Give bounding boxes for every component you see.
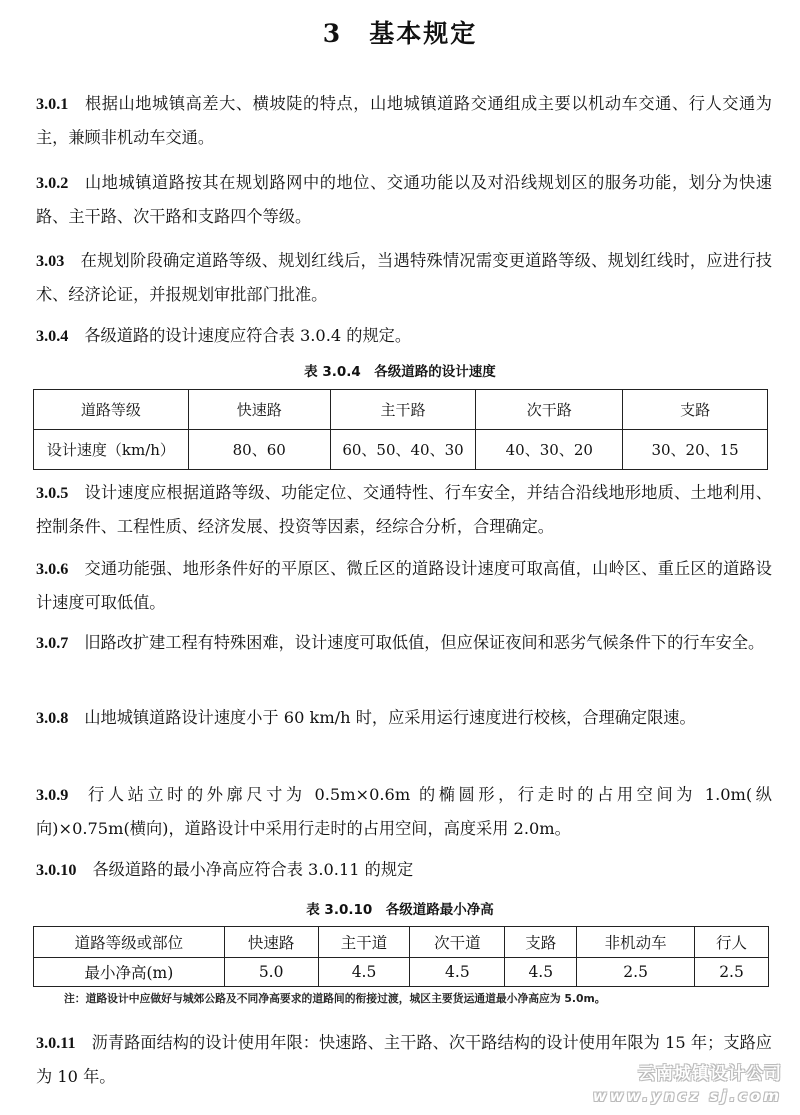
- clause-text: 沥青路面结构的设计使用年限：快速路、主干路、次干路结构的设计使用年限为 15 年；支路应为 10 年。: [36, 1033, 772, 1086]
- table-cell: 2.5: [577, 958, 695, 987]
- table-header-cell: 行人: [695, 927, 769, 958]
- clause-3-0-4: [36, 319, 772, 353]
- table-header-cell: 快速路: [188, 390, 330, 430]
- clause-3-0-7: [36, 626, 772, 660]
- clause-number: 3.0.2: [36, 174, 69, 192]
- clause-number: 3.0.4: [36, 327, 69, 345]
- table-cell: 2.5: [695, 958, 769, 987]
- clause-text: 山地城镇道路按其在规划路网中的地位、交通功能以及对沿线规划区的服务功能，划分为快速路、主干路、次干路和支路四个等级。: [36, 173, 772, 226]
- table-cell: 30、20、15: [623, 430, 768, 470]
- clause-text: 旧路改扩建工程有特殊困难，设计速度可取低值，但应保证夜间和恶劣气候条件下的行车安全。: [84, 633, 765, 652]
- clause-3-0-3: [36, 244, 772, 311]
- table-header-cell: 支路: [505, 927, 577, 958]
- clause-number: 3.03: [36, 252, 65, 270]
- site-watermark: [593, 1063, 782, 1107]
- table-header-cell: 快速路: [224, 927, 318, 958]
- clause-3-0-2: [36, 166, 772, 233]
- clause-number: 3.0.11: [36, 1034, 76, 1052]
- table-header-row: [34, 390, 768, 430]
- clause-number: 3.0.8: [36, 709, 69, 727]
- watermark-company: 云南城镇设计公司: [638, 1064, 782, 1084]
- clause-3-0-8: [36, 701, 772, 735]
- table-cell: 60、50、40、30: [330, 430, 476, 470]
- table-cell: 4.5: [318, 958, 410, 987]
- table-3-0-10-caption: 表 3.0.10 各级道路最小净高: [306, 902, 494, 918]
- table-cell: 4.5: [505, 958, 577, 987]
- clause-number: 3.0.10: [36, 861, 77, 879]
- clause-text: 根据山地城镇高差大、横坡陡的特点，山地城镇道路交通组成主要以机动车交通、行人交通为主，兼顾非机动车交通。: [36, 94, 772, 147]
- table-row: [34, 430, 768, 470]
- design-speed-table: [33, 389, 768, 470]
- clause-text: 行人站立时的外廓尺寸为 0.5m×0.6m 的椭圆形，行走时的占用空间为 1.0m(纵向)×0.75m(横向)，道路设计中采用行走时的占用空间，高度采用 2.0m。: [36, 785, 772, 838]
- clause-number: 3.0.1: [36, 95, 69, 113]
- table-header-cell: 主干路: [330, 390, 476, 430]
- clause-text: 各级道路的最小净高应符合表 3.0.11 的规定: [92, 860, 414, 879]
- clause-text: 交通功能强、地形条件好的平原区、微丘区的道路设计速度可取高值，山岭区、重丘区的道路设计速度可取低值。: [36, 559, 772, 612]
- table-header-cell: 道路等级或部位: [34, 927, 225, 958]
- clause-number: 3.0.6: [36, 560, 69, 578]
- page-title: 3 基本规定: [322, 19, 478, 48]
- table-cell: 80、60: [188, 430, 330, 470]
- clause-number: 3.0.7: [36, 634, 69, 652]
- table-note: 注：道路设计中应做好与城郊公路及不同净高要求的道路间的衔接过渡，城区主要货运通道最小净高应为 5.0m。: [64, 992, 606, 1005]
- table-3-0-4-caption: 表 3.0.4 各级道路的设计速度: [304, 364, 496, 380]
- table-cell: 设计速度（km/h）: [34, 430, 189, 470]
- table-header-row: [34, 927, 769, 958]
- clause-text: 设计速度应根据道路等级、功能定位、交通特性、行车安全，并结合沿线地形地质、土地利用、控制条件、工程性质、经济发展、投资等因素，经综合分析，合理确定。: [36, 483, 772, 536]
- table-header-cell: 支路: [623, 390, 768, 430]
- table-row: [34, 958, 769, 987]
- table-cell: 最小净高(m): [34, 958, 225, 987]
- table-header-cell: 非机动车: [577, 927, 695, 958]
- clause-text: 山地城镇道路设计速度小于 60 km/h 时，应采用运行速度进行校核，合理确定限速。: [84, 708, 696, 727]
- clause-number: 3.0.5: [36, 484, 69, 502]
- table-header-cell: 主干道: [318, 927, 410, 958]
- clause-3-0-10: [36, 853, 772, 887]
- table-cell: 40、30、20: [476, 430, 623, 470]
- clause-3-0-5: [36, 476, 772, 543]
- table-header-cell: 次干道: [410, 927, 505, 958]
- min-clearance-table: [33, 926, 769, 987]
- clause-text: 各级道路的设计速度应符合表 3.0.4 的规定。: [84, 326, 412, 345]
- clause-3-0-6: [36, 552, 772, 619]
- table-cell: 4.5: [410, 958, 505, 987]
- clause-number: 3.0.9: [36, 786, 69, 804]
- table-header-cell: 道路等级: [34, 390, 189, 430]
- table-cell: 5.0: [224, 958, 318, 987]
- clause-3-0-1: [36, 87, 772, 154]
- watermark-url: www.yncz sj.com: [592, 1087, 782, 1105]
- clause-text: 在规划阶段确定道路等级、规划红线后，当遇特殊情况需变更道路等级、规划红线时，应进行技术、经济论证，并报规划审批部门批准。: [36, 251, 772, 304]
- clause-3-0-9: [36, 778, 772, 845]
- table-header-cell: 次干路: [476, 390, 623, 430]
